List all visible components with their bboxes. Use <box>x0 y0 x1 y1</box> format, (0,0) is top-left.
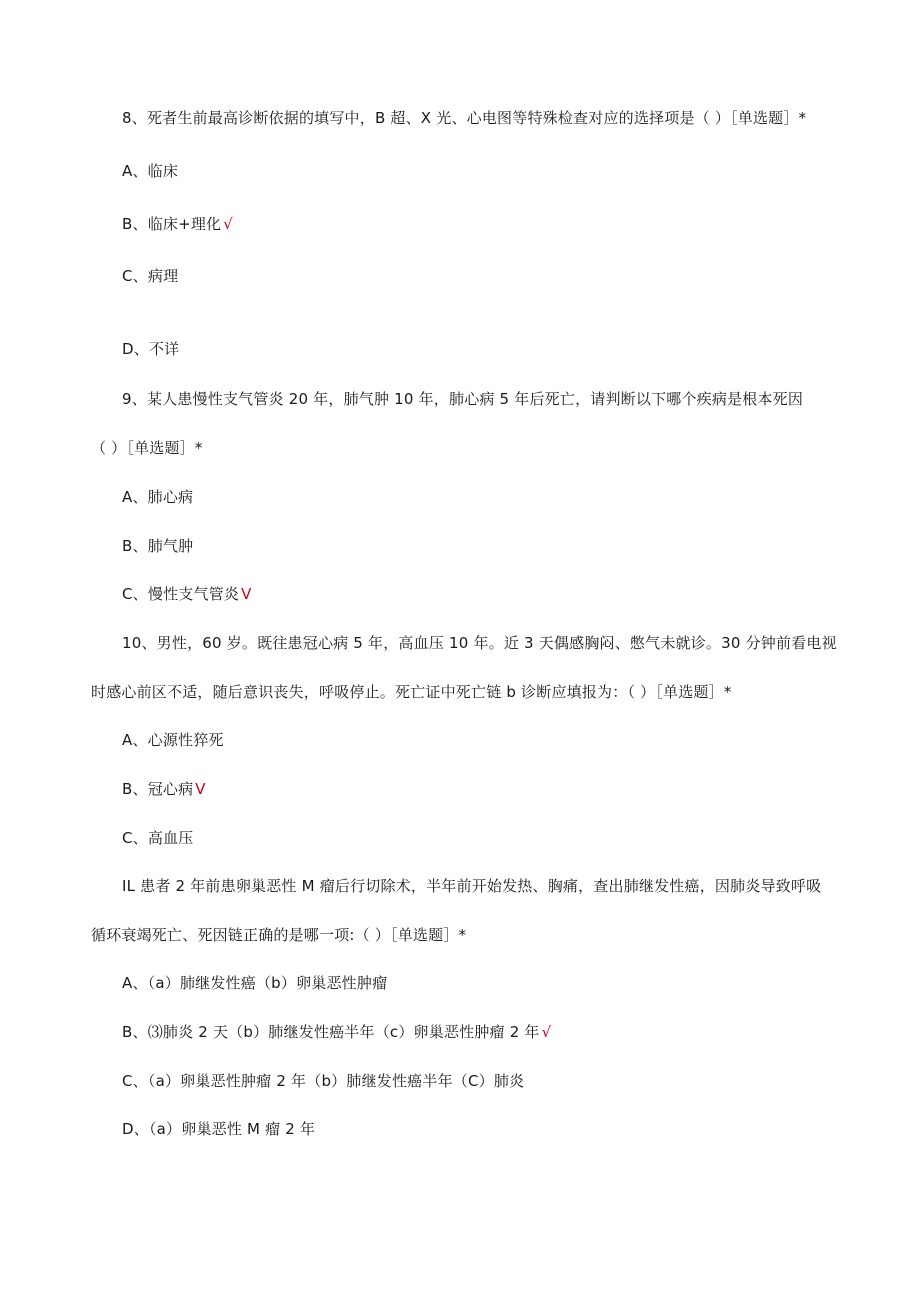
question-10-stem-line-1: 10、男性，60 岁。既往患冠心病 5 年，高血压 10 年。近 3 天偶感胸闷、憋气未就诊。30 分钟前看电视 <box>122 634 837 652</box>
question-8-stem: 8、死者生前最高诊断依据的填写中，B 超、X 光、心电图等特殊检查对应的选择项是（ ）［单选题］* <box>122 109 807 127</box>
question-11-stem-line-1: IL 患者 2 年前患卵巢恶性 M 瘤后行切除术，半年前开始发热、胸痛，查出肺继发性癌，因肺炎导致呼吸 <box>122 877 822 895</box>
question-11-option-c[interactable]: C、（a）卵巢恶性肿瘤 2 年（b）肺继发性癌半年（C）肺炎 <box>122 1072 525 1090</box>
question-9-option-b[interactable]: B、肺气肿 <box>122 537 194 555</box>
question-10-option-b[interactable]: B、冠心病 V <box>122 780 206 798</box>
question-9-option-c[interactable]: C、慢性支气管炎 V <box>122 585 252 603</box>
question-8-option-a[interactable]: A、临床 <box>122 162 179 180</box>
question-9-option-a[interactable]: A、肺心病 <box>122 488 194 506</box>
correct-answer-mark: V <box>241 585 252 603</box>
question-10-option-c[interactable]: C、高血压 <box>122 829 194 847</box>
question-9-stem-line-1: 9、某人患慢性支气管炎 20 年，肺气肿 10 年，肺心病 5 年后死亡，请判断以下哪个疾病是根本死因 <box>122 390 804 408</box>
question-10-option-a[interactable]: A、心源性猝死 <box>122 731 224 749</box>
question-11-stem-line-2: 循环衰竭死亡、死因链正确的是哪一项:（ ）［单选题］* <box>91 926 467 944</box>
correct-answer-mark: √ <box>541 1023 552 1041</box>
question-8-option-c[interactable]: C、病理 <box>122 267 179 285</box>
question-9-stem-line-2: （ ）［单选题］* <box>91 439 203 457</box>
question-8-option-b[interactable]: B、临床+理化 √ <box>122 215 234 233</box>
correct-answer-mark: V <box>195 780 206 798</box>
question-11-option-b[interactable]: B、⑶肺炎 2 天（b）肺继发性癌半年（c）卵巢恶性肿瘤 2 年 √ <box>122 1023 552 1041</box>
question-11-option-d[interactable]: D、（a）卵巢恶性 M 瘤 2 年 <box>122 1120 316 1138</box>
question-8-option-d[interactable]: D、不详 <box>122 340 180 358</box>
question-10-stem-line-2: 时感心前区不适，随后意识丧失，呼吸停止。死亡证中死亡链 b 诊断应填报为：（ ）［单选题］* <box>91 683 732 701</box>
correct-answer-mark: √ <box>223 215 234 233</box>
question-11-option-a[interactable]: A、（a）肺继发性癌（b）卵巢恶性肿瘤 <box>122 974 388 992</box>
